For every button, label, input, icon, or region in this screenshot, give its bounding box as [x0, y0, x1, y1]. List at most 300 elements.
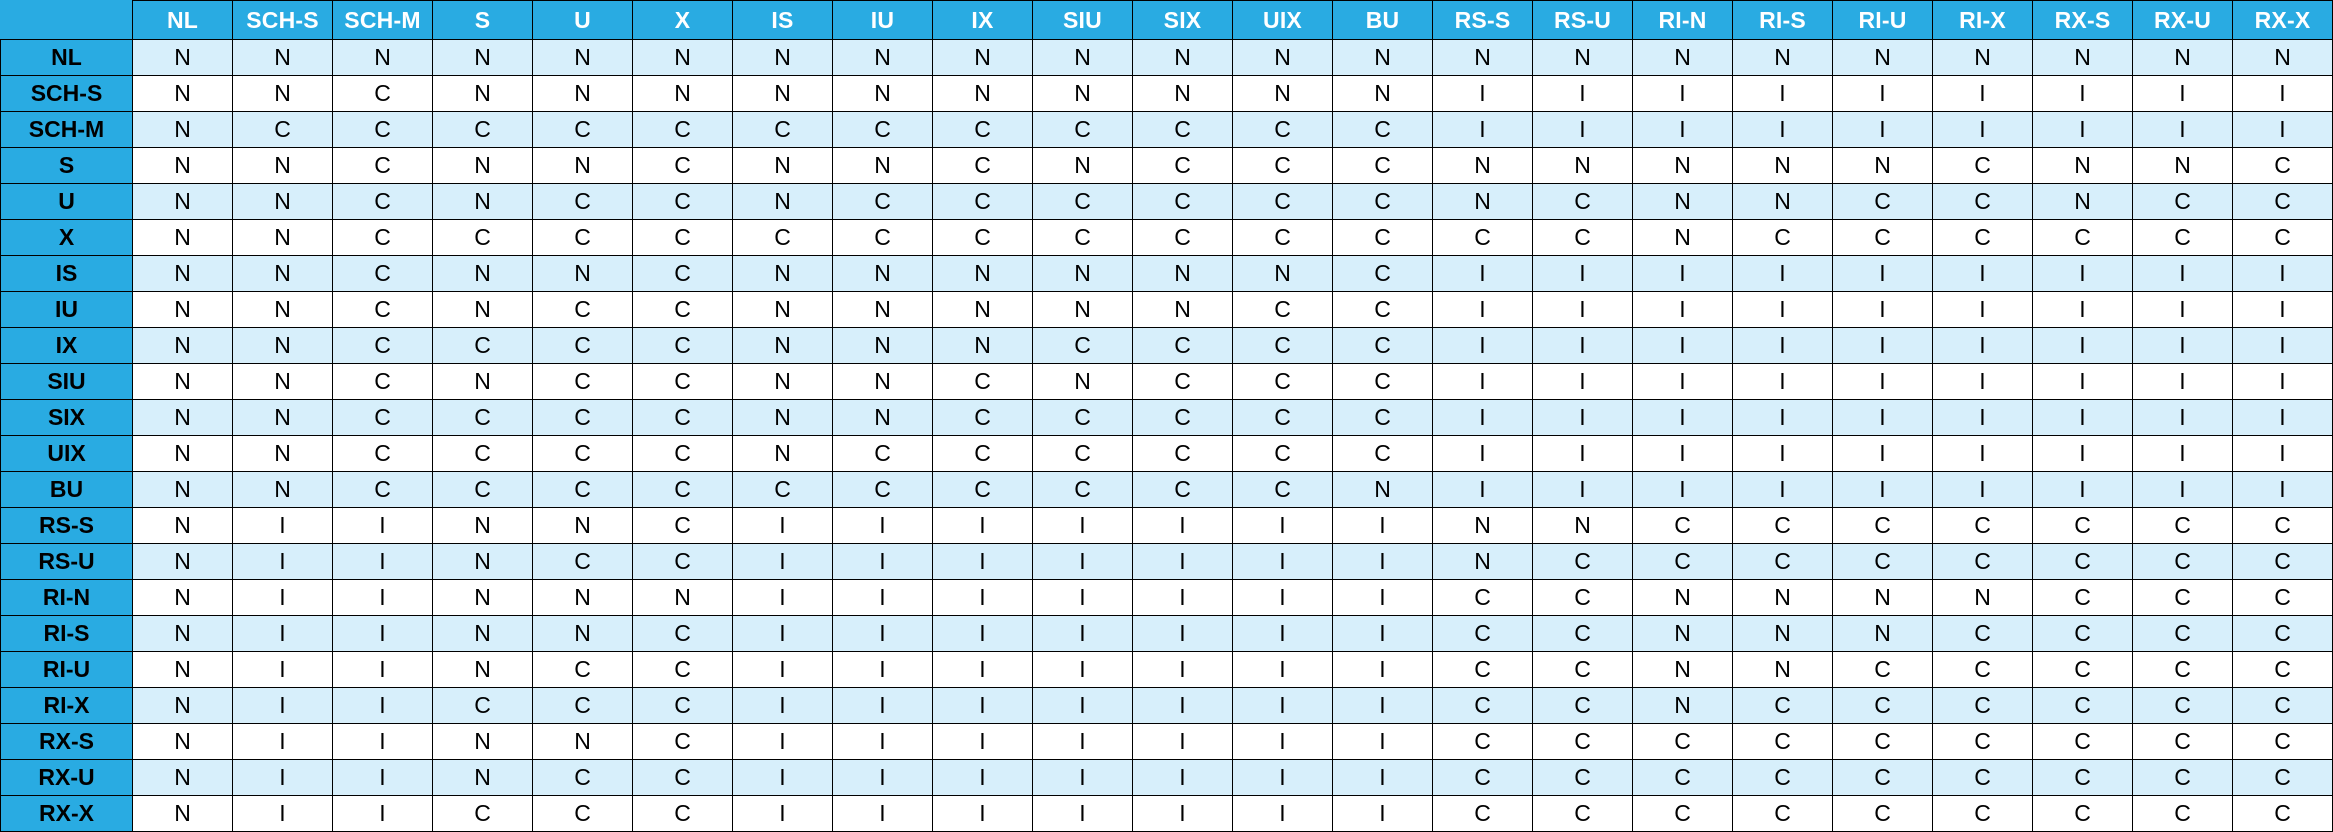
matrix-cell: N [1733, 148, 1833, 184]
matrix-cell: I [1733, 76, 1833, 112]
matrix-cell: N [1033, 148, 1133, 184]
matrix-cell: N [1033, 256, 1133, 292]
matrix-cell: N [1333, 40, 1433, 76]
matrix-cell: C [433, 796, 533, 832]
matrix-cell: N [2133, 40, 2233, 76]
matrix-header [1, 1, 2333, 40]
matrix-cell: C [2133, 688, 2233, 724]
matrix-cell: I [1233, 724, 1333, 760]
matrix-cell: N [533, 580, 633, 616]
matrix-cell: C [433, 400, 533, 436]
matrix-cell: I [233, 652, 333, 688]
matrix-cell: I [333, 688, 433, 724]
matrix-cell: N [733, 40, 833, 76]
matrix-cell: N [833, 400, 933, 436]
matrix-cell: C [1933, 184, 2033, 220]
matrix-cell: N [833, 256, 933, 292]
matrix-cell: C [333, 292, 433, 328]
matrix-cell: I [1333, 652, 1433, 688]
matrix-cell: I [2233, 472, 2333, 508]
matrix-cell: C [2033, 796, 2133, 832]
matrix-cell: C [2133, 544, 2233, 580]
matrix-cell: N [2033, 148, 2133, 184]
column-header-rx-s: RX-S [2033, 1, 2133, 40]
matrix-cell: C [2233, 688, 2333, 724]
matrix-cell: N [233, 76, 333, 112]
matrix-cell: I [2033, 328, 2133, 364]
column-header-siu: SIU [1033, 1, 1133, 40]
matrix-cell: C [1433, 220, 1533, 256]
matrix-cell: I [1633, 256, 1733, 292]
matrix-cell: I [733, 688, 833, 724]
matrix-cell: I [333, 796, 433, 832]
matrix-cell: C [1333, 436, 1433, 472]
matrix-cell: C [1233, 184, 1333, 220]
matrix-cell: C [1633, 760, 1733, 796]
row-header-is: IS [1, 256, 133, 292]
matrix-cell: C [1733, 760, 1833, 796]
matrix-cell: C [1533, 652, 1633, 688]
matrix-cell: N [833, 364, 933, 400]
matrix-cell: I [933, 760, 1033, 796]
matrix-cell: I [1033, 616, 1133, 652]
matrix-cell: N [833, 148, 933, 184]
matrix-cell: C [1733, 544, 1833, 580]
matrix-cell: N [833, 76, 933, 112]
column-header-s: S [433, 1, 533, 40]
matrix-cell: N [1533, 508, 1633, 544]
matrix-cell: N [1433, 508, 1533, 544]
matrix-cell: N [1633, 184, 1733, 220]
matrix-cell: I [2233, 112, 2333, 148]
matrix-cell: C [1133, 400, 1233, 436]
matrix-cell: N [133, 688, 233, 724]
matrix-cell: C [633, 472, 733, 508]
matrix-cell: I [1133, 544, 1233, 580]
row-header-ri-s: RI-S [1, 616, 133, 652]
matrix-cell: I [1133, 616, 1233, 652]
matrix-cell: N [233, 256, 333, 292]
matrix-cell: N [533, 724, 633, 760]
matrix-cell: C [2233, 616, 2333, 652]
matrix-cell: C [633, 508, 733, 544]
column-header-rs-u: RS-U [1533, 1, 1633, 40]
matrix-cell: C [1533, 760, 1633, 796]
matrix-cell: C [633, 112, 733, 148]
matrix-cell: C [1133, 328, 1233, 364]
matrix-cell: N [933, 40, 1033, 76]
matrix-cell: N [833, 292, 933, 328]
matrix-cell: C [2233, 796, 2333, 832]
matrix-cell: C [2233, 148, 2333, 184]
matrix-cell: N [233, 400, 333, 436]
table-row [1, 112, 2333, 148]
matrix-cell: C [1233, 364, 1333, 400]
matrix-cell: C [2033, 508, 2133, 544]
matrix-cell: N [1333, 472, 1433, 508]
matrix-cell: N [1733, 652, 1833, 688]
matrix-cell: N [133, 436, 233, 472]
matrix-cell: I [933, 796, 1033, 832]
matrix-cell: C [833, 436, 933, 472]
matrix-cell: C [633, 364, 733, 400]
matrix-cell: I [1433, 436, 1533, 472]
row-header-nl: NL [1, 40, 133, 76]
matrix-cell: N [2133, 148, 2233, 184]
matrix-cell: C [433, 472, 533, 508]
matrix-cell: I [1433, 364, 1533, 400]
row-header-uix: UIX [1, 436, 133, 472]
matrix-cell: I [1533, 436, 1633, 472]
matrix-cell: N [433, 256, 533, 292]
column-header-rx-u: RX-U [2133, 1, 2233, 40]
matrix-cell: I [2033, 472, 2133, 508]
table-row [1, 256, 2333, 292]
matrix-cell: C [633, 544, 733, 580]
matrix-cell: C [2233, 760, 2333, 796]
matrix-cell: I [1133, 688, 1233, 724]
matrix-cell: I [2233, 76, 2333, 112]
matrix-cell: I [333, 580, 433, 616]
matrix-cell: I [1033, 796, 1133, 832]
matrix-cell: N [1133, 256, 1233, 292]
matrix-cell: C [1033, 400, 1133, 436]
matrix-cell: N [1833, 580, 1933, 616]
matrix-cell: N [1633, 580, 1733, 616]
matrix-cell: N [433, 76, 533, 112]
matrix-cell: N [433, 508, 533, 544]
matrix-cell: C [1933, 508, 2033, 544]
matrix-cell: I [1533, 364, 1633, 400]
matrix-cell: C [2033, 760, 2133, 796]
matrix-cell: I [1433, 76, 1533, 112]
matrix-cell: I [733, 652, 833, 688]
column-header-six: SIX [1133, 1, 1233, 40]
matrix-cell: N [1633, 148, 1733, 184]
table-row [1, 724, 2333, 760]
matrix-cell: C [2133, 616, 2233, 652]
matrix-cell: C [1833, 544, 1933, 580]
matrix-cell: I [733, 616, 833, 652]
table-row [1, 652, 2333, 688]
matrix-cell: C [1833, 796, 1933, 832]
matrix-cell: I [1733, 400, 1833, 436]
matrix-cell: I [1933, 328, 2033, 364]
matrix-cell: C [1133, 436, 1233, 472]
table-row [1, 472, 2333, 508]
matrix-cell: N [133, 328, 233, 364]
matrix-cell: I [1433, 328, 1533, 364]
matrix-cell: I [933, 724, 1033, 760]
matrix-cell: N [733, 436, 833, 472]
matrix-cell: I [1033, 508, 1133, 544]
matrix-cell: I [833, 724, 933, 760]
matrix-cell: I [1833, 364, 1933, 400]
matrix-cell: C [1233, 292, 1333, 328]
matrix-cell: C [1133, 148, 1233, 184]
matrix-cell: C [2133, 184, 2233, 220]
matrix-cell: N [1033, 76, 1133, 112]
column-header-ri-x: RI-X [1933, 1, 2033, 40]
matrix-cell: N [933, 256, 1033, 292]
matrix-cell: C [1633, 508, 1733, 544]
matrix-cell: I [1133, 760, 1233, 796]
matrix-cell: C [533, 112, 633, 148]
matrix-cell: C [633, 220, 733, 256]
matrix-cell: I [2133, 76, 2233, 112]
matrix-cell: N [433, 292, 533, 328]
matrix-cell: C [2133, 724, 2233, 760]
matrix-cell: N [233, 40, 333, 76]
row-header-ri-x: RI-X [1, 688, 133, 724]
matrix-cell: I [1833, 256, 1933, 292]
matrix-cell: C [1533, 796, 1633, 832]
matrix-cell: C [633, 616, 733, 652]
matrix-cell: N [1833, 40, 1933, 76]
matrix-cell: C [1133, 364, 1233, 400]
matrix-cell: I [1233, 580, 1333, 616]
matrix-cell: C [633, 292, 733, 328]
matrix-cell: N [133, 616, 233, 652]
table-row [1, 616, 2333, 652]
matrix-cell: I [1033, 580, 1133, 616]
matrix-cell: I [233, 544, 333, 580]
header-row [1, 1, 2333, 40]
matrix-cell: C [1833, 652, 1933, 688]
matrix-cell: I [1433, 472, 1533, 508]
matrix-cell: I [233, 580, 333, 616]
matrix-cell: C [2033, 580, 2133, 616]
matrix-cell: C [2233, 508, 2333, 544]
matrix-cell: I [1733, 112, 1833, 148]
matrix-cell: C [333, 364, 433, 400]
matrix-cell: I [1833, 328, 1933, 364]
matrix-cell: N [133, 724, 233, 760]
matrix-cell: I [2233, 328, 2333, 364]
matrix-cell: I [833, 652, 933, 688]
matrix-cell: C [833, 184, 933, 220]
matrix-cell: N [133, 76, 233, 112]
matrix-cell: N [1933, 40, 2033, 76]
matrix-cell: I [1933, 436, 2033, 472]
matrix-cell: I [2233, 400, 2333, 436]
matrix-cell: C [1933, 760, 2033, 796]
matrix-cell: I [1933, 112, 2033, 148]
matrix-cell: C [1233, 328, 1333, 364]
matrix-cell: C [633, 436, 733, 472]
matrix-cell: C [2033, 652, 2133, 688]
matrix-cell: I [1833, 400, 1933, 436]
matrix-cell: N [933, 292, 1033, 328]
matrix-cell: I [833, 616, 933, 652]
matrix-cell: C [733, 220, 833, 256]
matrix-cell: C [333, 328, 433, 364]
matrix-cell: C [1333, 364, 1433, 400]
matrix-cell: N [1933, 580, 2033, 616]
matrix-cell: C [1733, 220, 1833, 256]
matrix-cell: C [1033, 472, 1133, 508]
matrix-cell: I [1733, 328, 1833, 364]
matrix-cell: N [233, 148, 333, 184]
matrix-cell: N [533, 148, 633, 184]
matrix-cell: I [2233, 364, 2333, 400]
matrix-cell: N [133, 148, 233, 184]
matrix-cell: C [533, 400, 633, 436]
matrix-cell: C [1333, 112, 1433, 148]
matrix-cell: C [1333, 220, 1433, 256]
matrix-cell: I [1633, 364, 1733, 400]
matrix-cell: C [1233, 148, 1333, 184]
matrix-cell: N [233, 220, 333, 256]
table-row [1, 436, 2333, 472]
matrix-cell: C [533, 796, 633, 832]
matrix-cell: I [1233, 796, 1333, 832]
matrix-cell: C [533, 688, 633, 724]
matrix-cell: N [133, 544, 233, 580]
matrix-cell: N [533, 508, 633, 544]
matrix-cell: N [1033, 292, 1133, 328]
matrix-cell: I [1233, 544, 1333, 580]
matrix-cell: I [1633, 436, 1733, 472]
matrix-cell: I [2233, 256, 2333, 292]
matrix-cell: N [233, 364, 333, 400]
row-header-s: S [1, 148, 133, 184]
matrix-cell: C [433, 688, 533, 724]
matrix-cell: C [1133, 472, 1233, 508]
matrix-cell: C [1833, 688, 1933, 724]
matrix-cell: C [633, 760, 733, 796]
matrix-cell: I [1833, 436, 1933, 472]
matrix-cell: N [433, 760, 533, 796]
matrix-cell: C [333, 256, 433, 292]
column-header-ri-u: RI-U [1833, 1, 1933, 40]
row-header-x: X [1, 220, 133, 256]
matrix-cell: C [2133, 760, 2233, 796]
matrix-cell: I [1733, 472, 1833, 508]
matrix-cell: I [1233, 508, 1333, 544]
matrix-cell: C [2233, 724, 2333, 760]
matrix-cell: N [733, 364, 833, 400]
row-header-iu: IU [1, 292, 133, 328]
table-row [1, 76, 2333, 112]
matrix-cell: N [433, 184, 533, 220]
table-row [1, 760, 2333, 796]
matrix-cell: I [2133, 364, 2233, 400]
matrix-cell: C [1633, 544, 1733, 580]
matrix-cell: C [1833, 724, 1933, 760]
matrix-cell: C [2033, 724, 2133, 760]
matrix-cell: C [1033, 220, 1133, 256]
matrix-cell: I [733, 508, 833, 544]
matrix-cell: C [1433, 724, 1533, 760]
matrix-cell: I [333, 616, 433, 652]
matrix-cell: C [1033, 328, 1133, 364]
matrix-cell: N [1233, 76, 1333, 112]
matrix-cell: N [633, 40, 733, 76]
matrix-cell: N [2033, 184, 2133, 220]
matrix-cell: I [1033, 544, 1133, 580]
matrix-cell: N [733, 256, 833, 292]
matrix-cell: N [133, 112, 233, 148]
matrix-cell: I [1633, 112, 1733, 148]
matrix-cell: I [1733, 436, 1833, 472]
matrix-cell: I [2133, 328, 2233, 364]
matrix-cell: N [1733, 616, 1833, 652]
matrix-cell: I [333, 508, 433, 544]
matrix-cell: C [333, 472, 433, 508]
matrix-cell: C [1933, 220, 2033, 256]
matrix-cell: C [733, 112, 833, 148]
row-header-ri-u: RI-U [1, 652, 133, 688]
matrix-cell: I [1133, 580, 1233, 616]
column-header-x: X [633, 1, 733, 40]
matrix-cell: N [1333, 76, 1433, 112]
matrix-cell: N [1233, 40, 1333, 76]
matrix-cell: C [1433, 616, 1533, 652]
matrix-cell: C [1733, 688, 1833, 724]
matrix-cell: C [933, 112, 1033, 148]
matrix-cell: I [2133, 292, 2233, 328]
matrix-cell: I [2033, 112, 2133, 148]
matrix-cell: N [133, 796, 233, 832]
matrix-cell: C [1533, 616, 1633, 652]
matrix-cell: I [333, 760, 433, 796]
row-header-sch-m: SCH-M [1, 112, 133, 148]
matrix-cell: I [2133, 256, 2233, 292]
matrix-cell: I [1333, 760, 1433, 796]
matrix-cell: N [133, 400, 233, 436]
matrix-cell: C [533, 436, 633, 472]
matrix-cell: C [1933, 148, 2033, 184]
matrix-cell: I [333, 724, 433, 760]
matrix-cell: N [433, 148, 533, 184]
table-row [1, 796, 2333, 832]
matrix-cell: I [1733, 364, 1833, 400]
matrix-cell: I [1033, 760, 1133, 796]
column-header-is: IS [733, 1, 833, 40]
table-row [1, 184, 2333, 220]
matrix-cell: N [1433, 184, 1533, 220]
matrix-cell: N [933, 328, 1033, 364]
matrix-cell: C [633, 796, 733, 832]
matrix-cell: C [1433, 796, 1533, 832]
matrix-cell: N [233, 472, 333, 508]
matrix-cell: N [533, 40, 633, 76]
matrix-cell: N [1833, 616, 1933, 652]
matrix-cell: C [2133, 220, 2233, 256]
matrix-cell: C [2133, 508, 2233, 544]
matrix-cell: I [1133, 508, 1233, 544]
matrix-cell: I [2133, 112, 2233, 148]
matrix-cell: I [1433, 292, 1533, 328]
matrix-cell: C [2233, 580, 2333, 616]
matrix-cell: I [1033, 652, 1133, 688]
matrix-cell: C [1533, 544, 1633, 580]
matrix-cell: C [633, 184, 733, 220]
row-header-u: U [1, 184, 133, 220]
matrix-cell: I [333, 652, 433, 688]
matrix-cell: I [1133, 796, 1233, 832]
column-header-rx-x: RX-X [2233, 1, 2333, 40]
matrix-cell: N [133, 472, 233, 508]
matrix-cell: N [633, 580, 733, 616]
matrix-cell: I [2133, 472, 2233, 508]
column-header-ix: IX [933, 1, 1033, 40]
matrix-cell: C [833, 220, 933, 256]
matrix-cell: C [933, 400, 1033, 436]
matrix-cell: N [933, 76, 1033, 112]
matrix-cell: N [1533, 148, 1633, 184]
